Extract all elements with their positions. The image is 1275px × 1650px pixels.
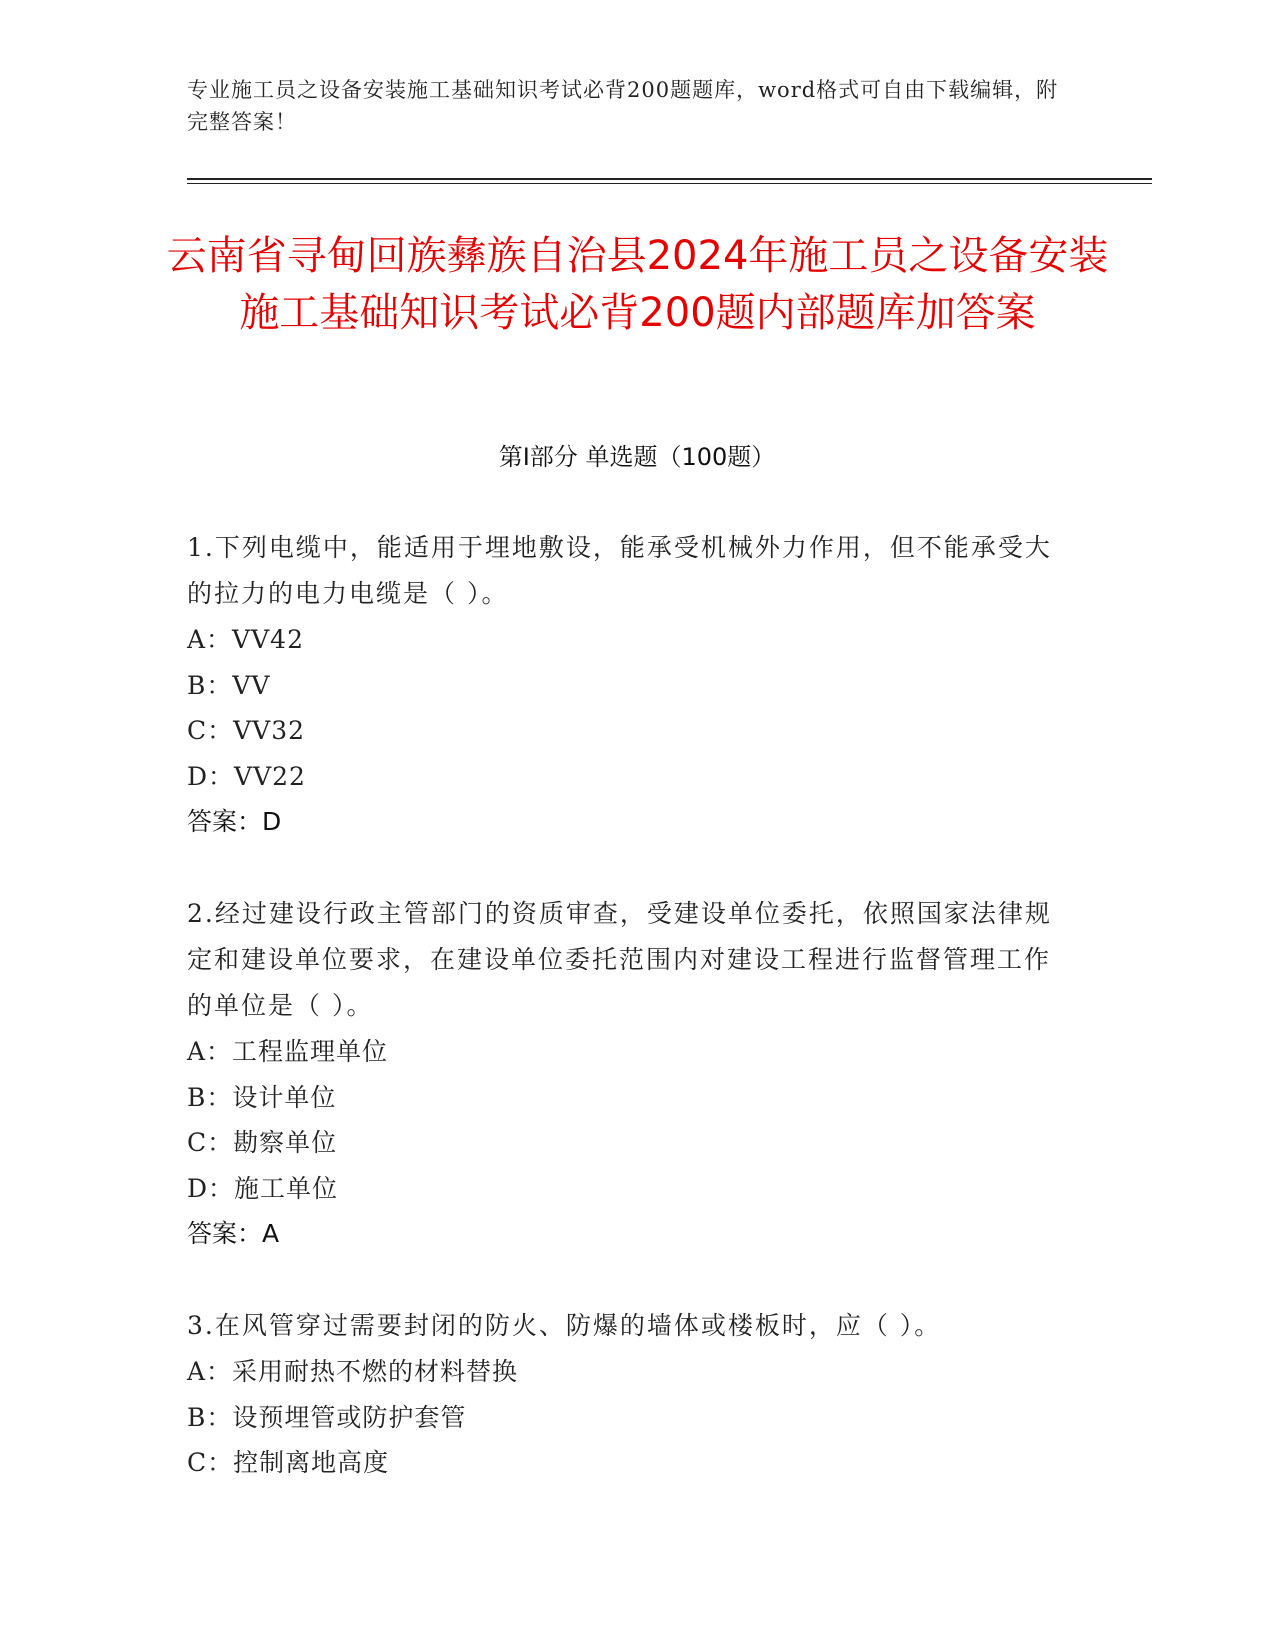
option-d: D：施工单位 xyxy=(187,1173,339,1203)
document-title: 云南省寻甸回族彝族自治县2024年施工员之设备安装施工基础知识考试必背200题内部题库加答案 xyxy=(166,233,1109,336)
option-a: A：工程监理单位 xyxy=(187,1037,389,1066)
option-b: B：设预埋管或防护套管 xyxy=(187,1402,467,1432)
question-3 xyxy=(187,1303,1067,1486)
option-a: A：采用耐热不燃的材料替换 xyxy=(187,1357,519,1386)
option-a: A：VV42 xyxy=(187,625,304,654)
question-stem: 3.在风管穿过需要封闭的防火、防爆的墙体或楼板时，应（ ）。 xyxy=(187,1311,942,1340)
header-rule-thin xyxy=(187,183,1152,184)
answer: 答案：A xyxy=(187,1219,280,1248)
question-stem: 2.经过建设行政主管部门的资质审查，受建设单位委托，依照国家法律规定和建设单位要求，在建设单位委托范围内对建设工程进行监督管理工作的单位是（ ）。 xyxy=(187,899,1052,1020)
option-c: C：勘察单位 xyxy=(187,1128,338,1157)
spacer xyxy=(187,1257,1067,1303)
option-c: C：VV32 xyxy=(187,716,306,745)
header-note: 专业施工员之设备安装施工基础知识考试必背200题题库，word格式可自由下载编辑，附完整答案！ xyxy=(187,78,1059,134)
question-2 xyxy=(187,891,1067,1257)
option-b: B：VV xyxy=(187,670,271,700)
option-b: B：设计单位 xyxy=(187,1082,337,1112)
header-rule-thick xyxy=(187,178,1152,180)
option-c: C：控制离地高度 xyxy=(187,1448,390,1477)
question-stem: 1.下列电缆中，能适用于埋地敷设，能承受机械外力作用，但不能承受大的拉力的电力电缆是（ ）。 xyxy=(187,533,1052,608)
option-d: D：VV22 xyxy=(187,761,306,791)
question-list xyxy=(187,525,1067,1486)
answer: 答案：D xyxy=(187,807,282,836)
spacer xyxy=(187,845,1067,891)
section-title: 第Ⅰ部分 单选题（100题） xyxy=(498,443,776,471)
question-1 xyxy=(187,525,1067,845)
